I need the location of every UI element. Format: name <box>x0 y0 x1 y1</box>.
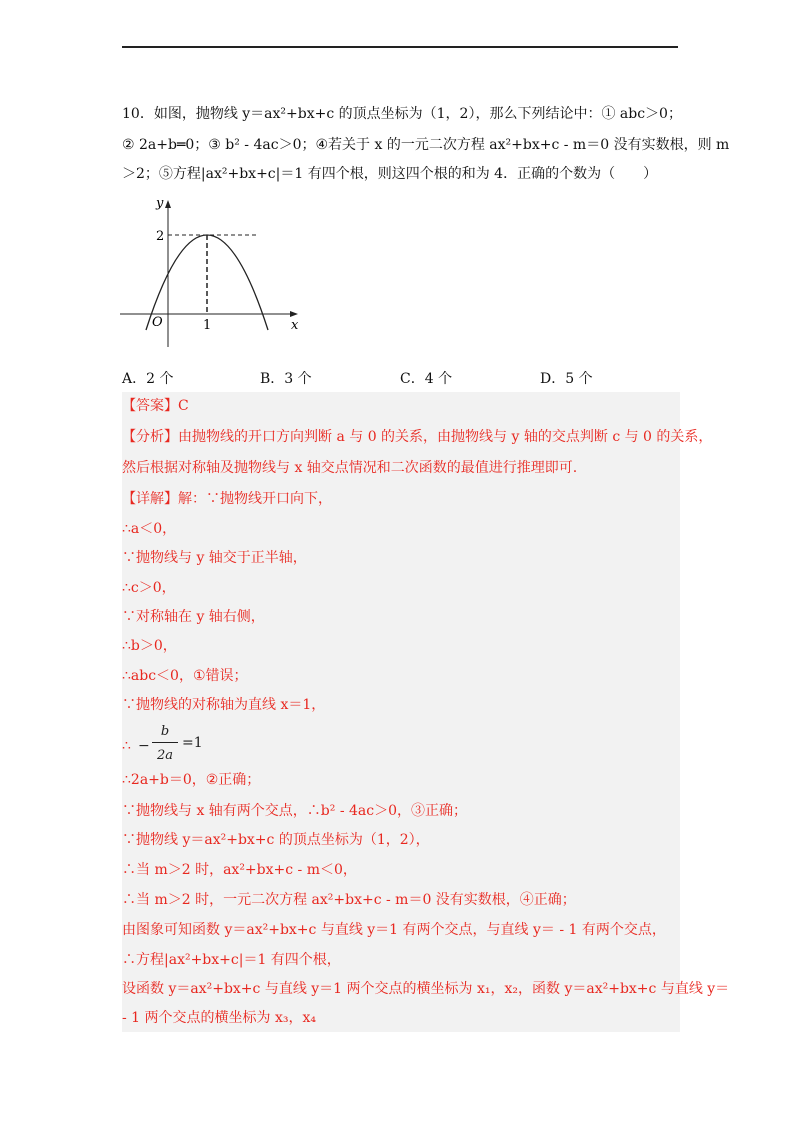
fraction-line <box>122 724 242 772</box>
detail-line-7: ∴abc＜0，①错误； <box>122 668 248 684</box>
x-axis-label: x <box>291 318 299 333</box>
x-axis-arrow <box>290 311 298 317</box>
solution-panel <box>122 392 730 1032</box>
x-tick-label: 1 <box>203 318 212 333</box>
detail-line-6: ∴b＞0， <box>122 638 177 654</box>
fraction-denominator: 2a <box>156 748 174 763</box>
detail-line-11: ∵抛物线与 x 轴有两个交点，∴b² ‑ 4ac＞0，③正确； <box>122 803 468 819</box>
therefore-symbol: ∴ <box>122 738 131 754</box>
y-tick-label: 2 <box>156 229 165 244</box>
option-b[interactable]: B．3 个 <box>260 371 312 387</box>
question-line-3: ＞2；⑤方程|ax²+bx+c|＝1 有四个根，则这四个根的和为 4．正确的个数为（ ） <box>122 166 658 182</box>
detail-line-8: ∵抛物线的对称轴为直线 x＝1， <box>122 697 326 713</box>
parabola-figure <box>118 195 308 355</box>
answer-line: 【答案】C <box>122 398 189 414</box>
detail-line-14: ∴当 m＞2 时，一元二次方程 ax²+bx+c ‑ m＝0 没有实数根，④正确； <box>122 892 576 908</box>
detail-line-10: ∴2a+b＝0，②正确； <box>122 772 261 788</box>
detail-line-16: ∴方程|ax²+bx+c|＝1 有四个根， <box>122 952 341 968</box>
minus-sign: − <box>138 738 150 754</box>
detail-line-12: ∵抛物线 y＝ax²+bx+c 的顶点坐标为（1，2）， <box>122 832 430 848</box>
detail-line-1: 【详解】解：∵抛物线开口向下， <box>122 491 332 507</box>
option-a[interactable]: A．2 个 <box>122 371 174 387</box>
detail-line-3: ∵抛物线与 y 轴交于正半轴， <box>122 550 307 566</box>
option-d[interactable]: D．5 个 <box>540 371 593 387</box>
header-rule <box>122 46 678 48</box>
analysis-line-1: 【分析】由抛物线的开口方向判断 a 与 0 的关系，由抛物线与 y 轴的交点判断 c 与 0 的关系， <box>122 429 713 445</box>
answer-options <box>122 368 682 388</box>
detail-line-15: 由图象可知函数 y＝ax²+bx+c 与直线 y＝1 有两个交点，与直线 y＝ ‑ 1 有两个交点， <box>122 922 666 938</box>
detail-line-2: ∴a＜0， <box>122 521 177 537</box>
detail-line-17: 设函数 y＝ax²+bx+c 与直线 y＝1 两个交点的横坐标为 x₁，x₂，函数 y＝ax²+bx+c 与直线 y＝ <box>122 981 730 997</box>
question-line-1: 10．如图，抛物线 y＝ax²+bx+c 的顶点坐标为（1，2），那么下列结论中：① abc＞0； <box>122 106 682 122</box>
fraction-rhs: =1 <box>182 735 203 751</box>
fraction-bar <box>152 742 178 743</box>
question-line-2: ② 2a+b═0；③ b² ‑ 4ac＞0；④若关于 x 的一元二次方程 ax²+bx+c ‑ m＝0 没有实数根，则 m <box>122 137 730 153</box>
detail-line-4: ∴c＞0， <box>122 580 176 596</box>
analysis-line-2: 然后根据对称轴及抛物线与 x 轴交点情况和二次函数的最值进行推理即可. <box>122 460 578 476</box>
parabola-curve <box>146 235 268 330</box>
origin-label: O <box>152 315 163 330</box>
detail-line-13: ∴当 m＞2 时，ax²+bx+c ‑ m＜0， <box>122 862 357 878</box>
y-axis-label: y <box>156 196 164 211</box>
detail-line-18: ‑ 1 两个交点的横坐标为 x₃，x₄ <box>122 1010 317 1026</box>
fraction-numerator: b <box>160 724 170 739</box>
detail-line-5: ∵对称轴在 y 轴右侧， <box>122 609 265 625</box>
option-c[interactable]: C．4 个 <box>400 371 453 387</box>
y-axis-arrow <box>165 200 171 208</box>
